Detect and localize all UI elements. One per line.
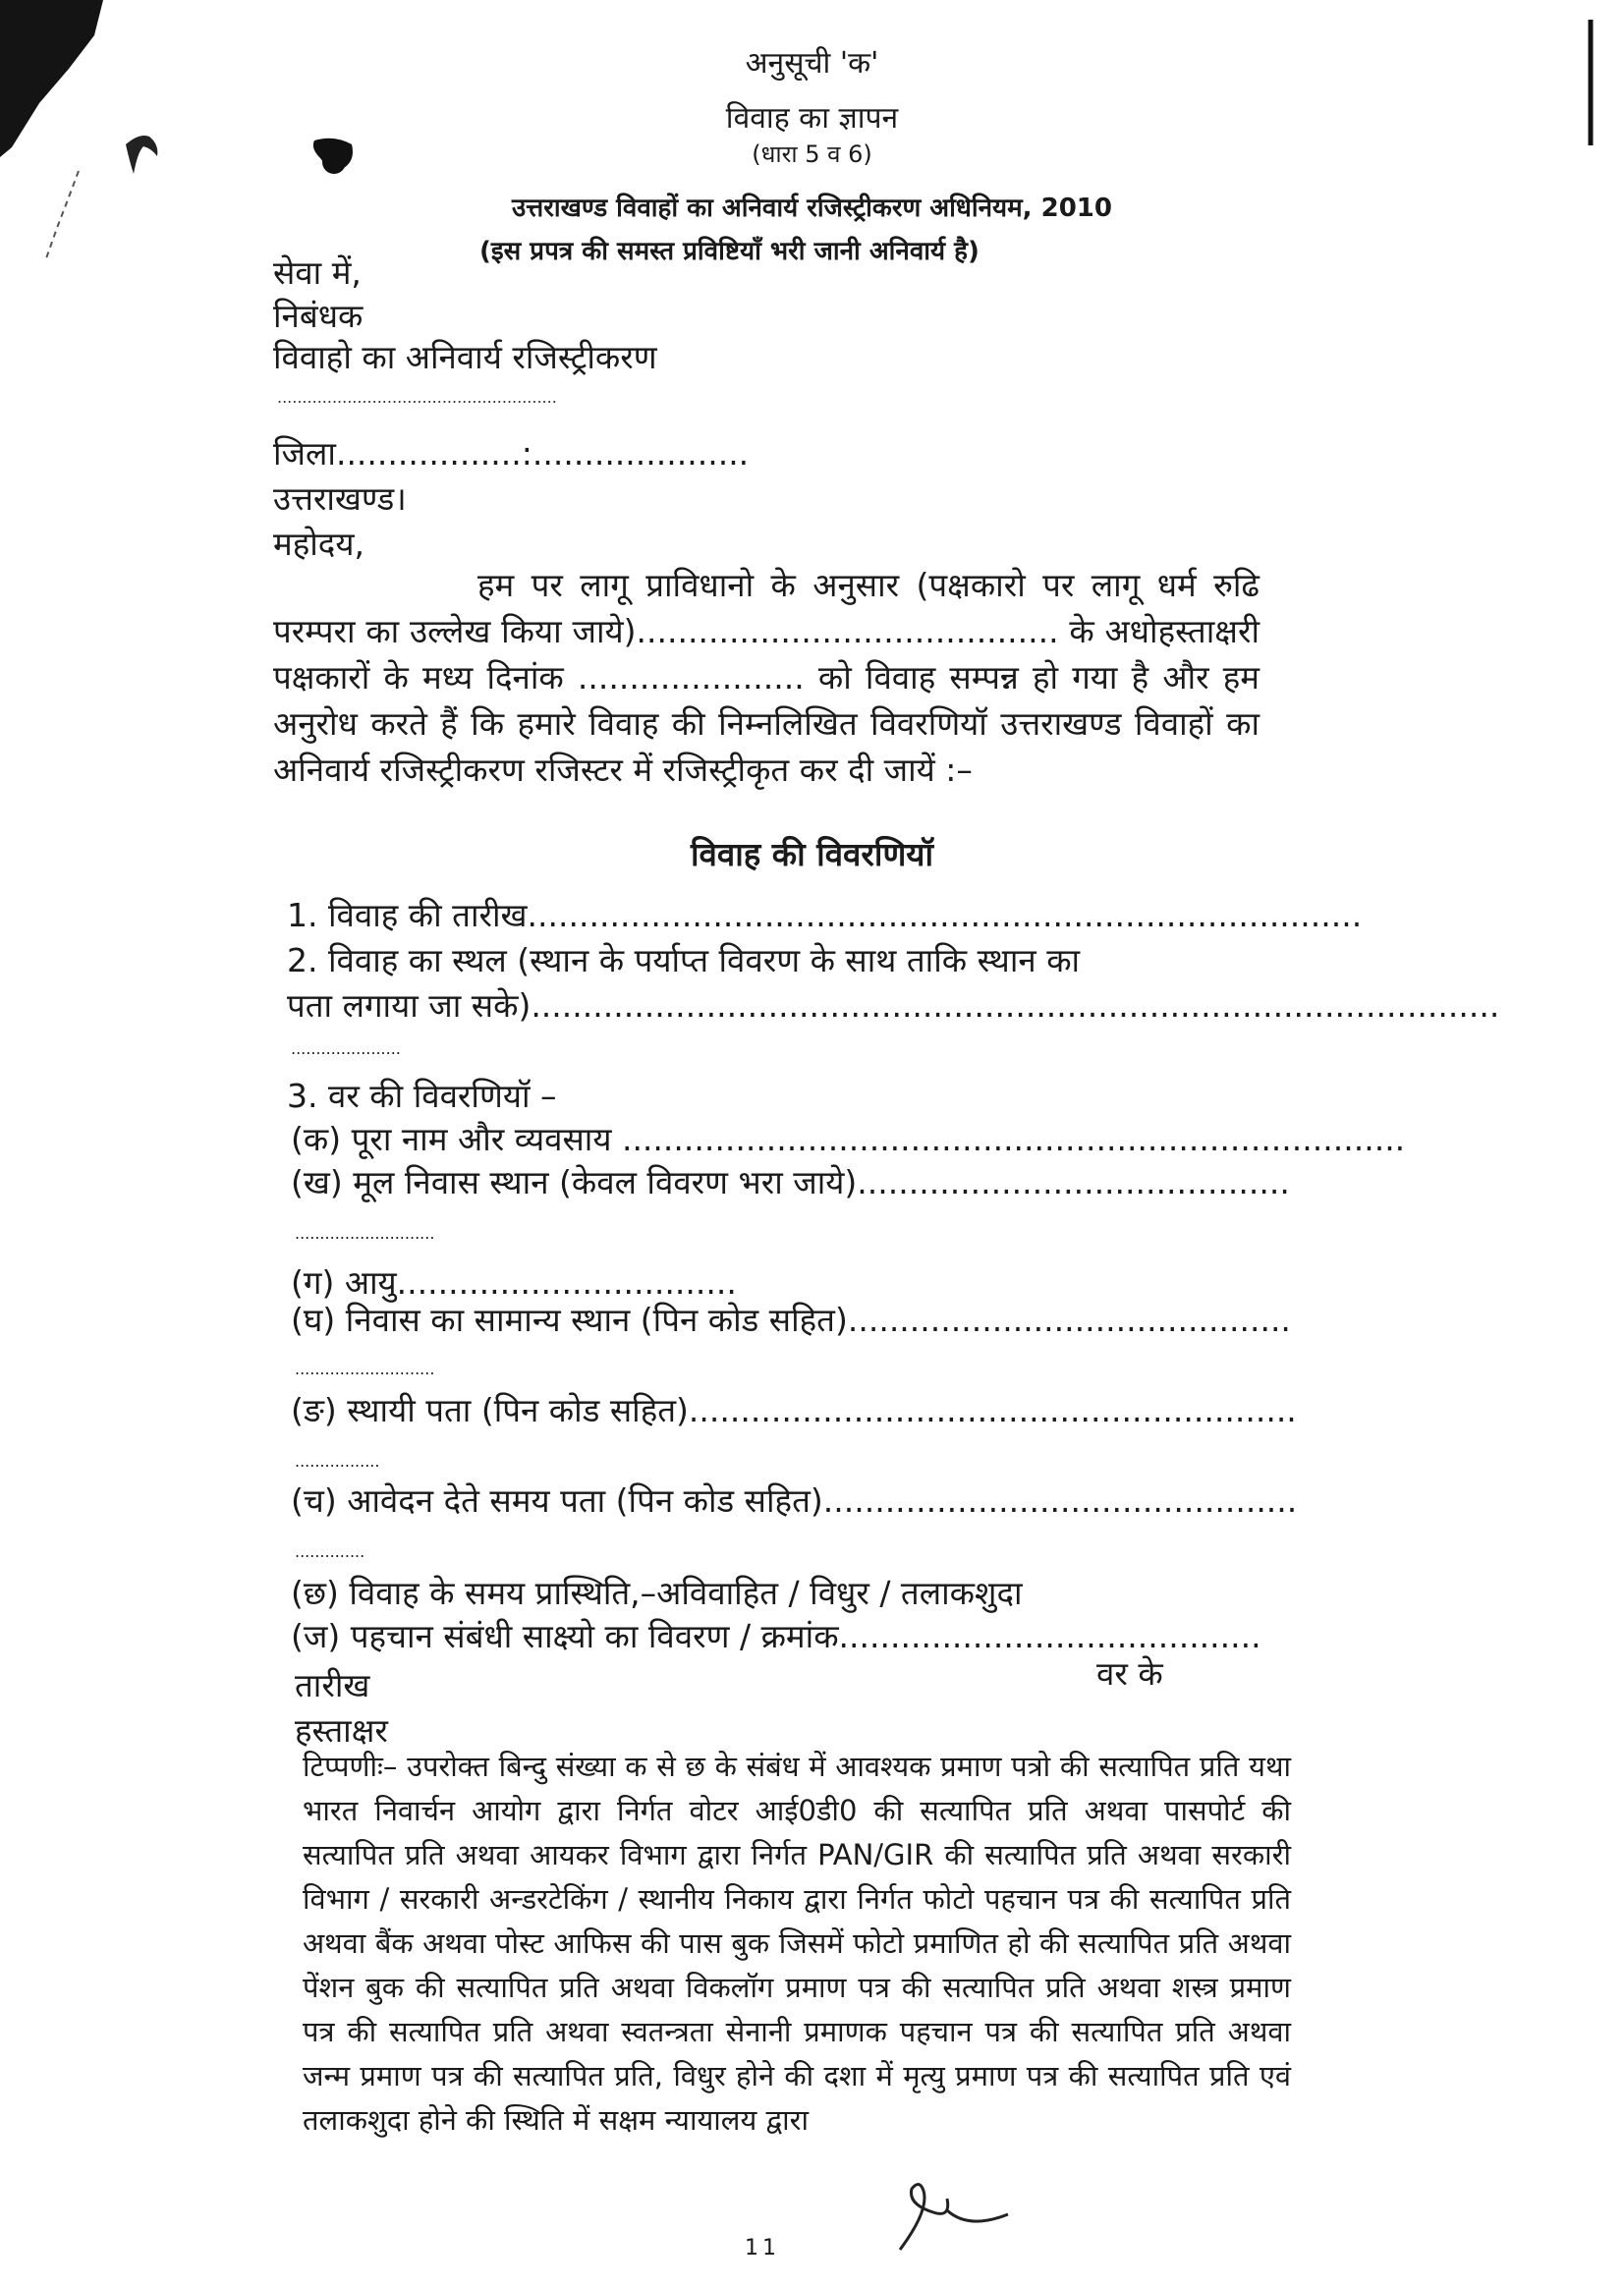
act-title: उत्तराखण्ड विवाहों का अनिवार्य रजिस्ट्रीकरण अधिनियम, 2010 [512,194,1112,223]
registration-office: विवाहो का अनिवार्य रजिस्ट्रीकरण [273,338,657,376]
office-blank-line: ........................................................ [277,388,557,407]
marriage-place-continued: पता लगाया जा सके).............................................................................................. [287,986,1500,1025]
groom-signature-label: वर के [1096,1654,1163,1693]
salutation-to: सेवा में, [273,253,362,292]
form-title: विवाह का ज्ञापन [725,101,899,136]
schedule-label: अनुसूची 'क' [745,46,879,81]
signature-label: हस्ताक्षर [295,1711,388,1750]
handwritten-initials [890,2171,1018,2259]
section-reference: (धारा 5 व 6) [752,140,872,168]
marriage-place-field: 2. विवाह का स्थल (स्थान के पर्याप्त विवरण के साथ ताकि स्थान का [287,941,1081,979]
groom-current-address-blank: .............. [295,1542,365,1561]
groom-native-place-field: (ख) मूल निवास स्थान (केवल विवरण भरा जाये).......................................... [291,1163,1290,1201]
note-paragraph: टिप्पणीः– उपरोक्त बिन्दु संख्या क से छ के संबंध में आवश्यक प्रमाण पत्रो की सत्यापित प्रति यथा भारत निवार्चन आयोग द्वारा निर्गत वोटर आई0डी0 की सत्यापित प्रति अथवा पासपोर्ट की सत्यापित प्रति अथवा आयकर विभाग द्वारा निर्गत PAN/GIR की सत्यापित प्रति अथवा सरकारी विभाग / सरकारी अन्डरटेकिंग / स्थानीय निकाय द्वारा निर्गत फोटो पहचान पत्र की सत्यापित प्रति अथवा बैंक अथवा पोस्ट आफिस की पास बुक जिसमें फोटो प्रमाणित हो की सत्यापित प्रति अथवा पेंशन बुक की सत्यापित प्रति अथवा विकलॉग प्रमाण पत्र की सत्यापित प्रति अथवा शस्त्र प्रमाण पत्र की सत्यापित प्रति अथवा स्वतन्त्रता सेनानी प्रमाणक पहचान पत्र की सत्यापित प्रति अथवा जन्म प्रमाण पत्र की सत्यापित प्रति, विधुर होने की दशा में मृत्यु प्रमाण पत्र की सत्यापित प्रति एवं तलाकशुदा होने की स्थिति में सक्षम न्यायालय द्वारा [303,1750,1291,2137]
greeting: महोदय, [273,525,364,563]
groom-native-place-blank: ............................ [295,1224,435,1243]
form-instruction: (इस प्रपत्र की समस्त प्रविष्टियाँ भरी जानी अनिवार्य है) [479,237,980,266]
date-label: तारीख [295,1666,370,1704]
groom-permanent-address-field: (ङ) स्थायी पता (पिन कोड सहित)........................................................... [291,1391,1297,1429]
groom-identity-proof-field: (ज) पहचान संबंधी साक्ष्यो का विवरण / क्रमांक......................................... [291,1617,1261,1655]
groom-marital-status-field: (छ) विवाह के समय प्रास्थिति,–अविवाहित / विधुर / तलाकशुदा [291,1574,1023,1612]
request-paragraph: हम पर लागू प्राविधानो के अनुसार (पक्षकारो पर लागू धर्म रुढि परम्परा का उल्लेख किया जाये)......................................... के अधोहस्ताक्षरी पक्षकारों के मध्य दिनांक ...................... को विवाह सम्पन्न हो गया है और हम अनुरोध करते हैं कि हमारे विवाह की निम्नलिखित विवरणियॉ उत्तराखण्ड विवाहों का अनिवार्य रजिस्ट्रीकरण रजिस्टर में रजिस्ट्रीकृत कर दी जायें :– [273,566,1260,789]
groom-current-address-field: (च) आवेदन देते समय पता (पिन कोड सहित).............................................. [291,1481,1298,1520]
state-label: उत्तराखण्ड। [273,479,407,518]
details-heading: विवाह की विवरणियॉ [690,835,933,873]
marriage-place-blank: ...................... [291,1039,401,1058]
registrar-label: निबंधक [273,297,364,335]
groom-permanent-address-blank: ................. [295,1452,380,1471]
marriage-date-field: 1. विवाह की तारीख................................................................................. [287,896,1363,934]
groom-details-heading: 3. वर की विवरणियॉ – [287,1077,557,1115]
groom-name-occupation-field: (क) पूरा नाम और व्यवसाय ............................................................................ [291,1120,1406,1158]
district-field: जिला..................:..................... [273,434,750,473]
page-mark: 11 [745,2236,780,2260]
groom-residence-field: (घ) निवास का सामान्य स्थान (पिन कोड सहित)........................................... [291,1301,1291,1339]
groom-residence-blank: ............................ [295,1360,435,1378]
groom-age-field: (ग) आयु................................. [291,1263,737,1302]
